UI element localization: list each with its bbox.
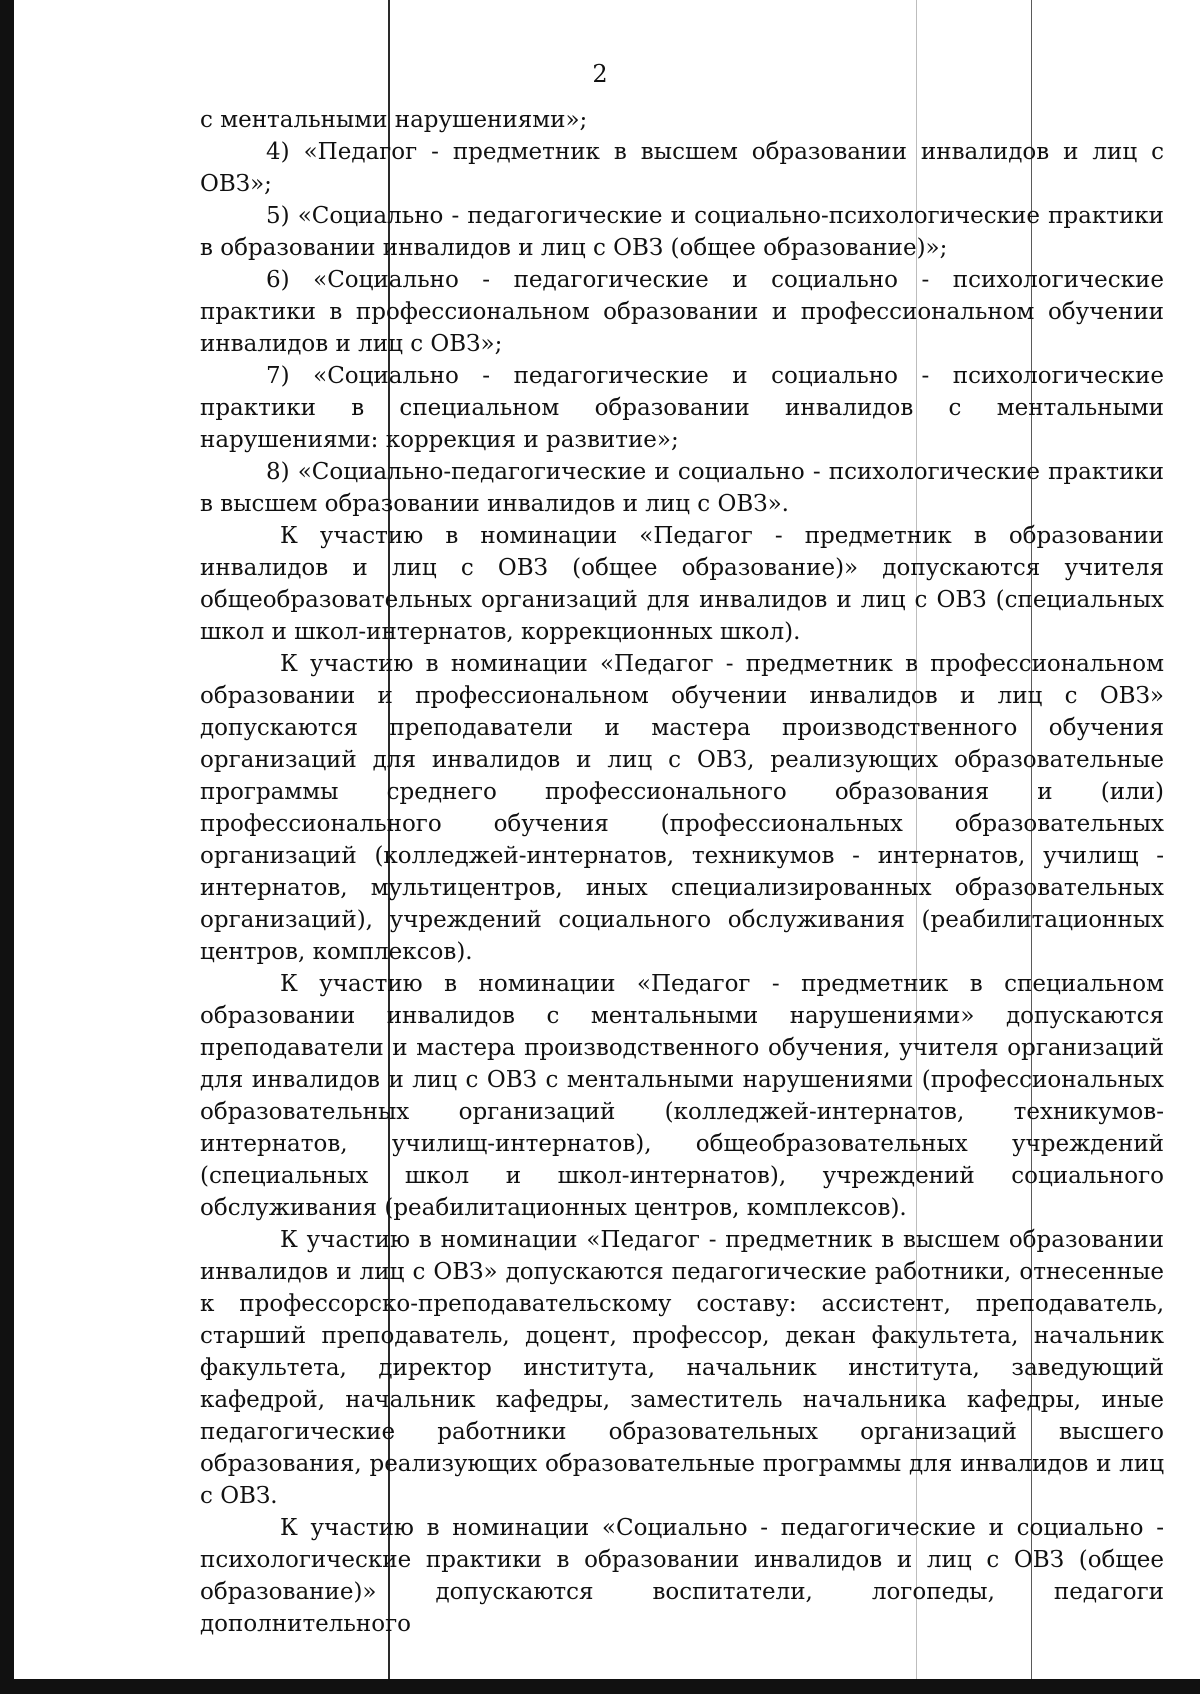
document-body [200, 104, 1164, 1640]
paragraph: К участию в номинации «Педагог - предметник в специальном образовании инвалидов с ментальными нарушениями» допускаются преподаватели и мастера производственного обучения, учителя организаций для инвалидов и лиц с ОВЗ с ментальными нарушениями (профессиональных образовательных организаций (колледжей-интернатов, техникумов-интернатов, училищ-интернатов), общеобразовательных учреждений (специальных школ и школ-интернатов), учреждений социального обслуживания (реабилитационных центров, комплексов). [200, 971, 1164, 1221]
paragraph: К участию в номинации «Педагог - предметник в высшем образовании инвалидов и лиц с ОВЗ» допускаются педагогические работники, отнесенные к профессорско-преподавательскому составу: ассистент, преподаватель, старший преподаватель, доцент, профессор, декан факультета, начальник факультета, директор института, начальник института, заведующий кафедрой, начальник кафедры, заместитель начальника кафедры, иные педагогические работники образовательных организаций высшего образования, реализующих образовательные программы для инвалидов и лиц с ОВЗ. [200, 1227, 1164, 1509]
paragraph: К участию в номинации «Социально - педагогические и социально - психологические практики в образовании инвалидов и лиц с ОВЗ (общее образование)» допускаются воспитатели, логопеды, педагоги дополнительного [200, 1515, 1164, 1637]
scan-edge-bottom [0, 1679, 1200, 1694]
page-number: 2 [592, 60, 608, 88]
scan-edge-left [0, 0, 14, 1694]
paragraph: К участию в номинации «Педагог - предметник в профессиональном образовании и профессиональном обучении инвалидов и лиц с ОВЗ» допускаются преподаватели и мастера производственного обучения организаций для инвалидов и лиц с ОВЗ, реализующих образовательные программы среднего профессионального образования и (или) профессионального обучения (профессиональных образовательных организаций (колледжей-интернатов, техникумов - интернатов, училищ - интернатов, мультицентров, иных специализированных образовательных организаций), учреждений социального обслуживания (реабилитационных центров, комплексов). [200, 651, 1164, 965]
list-item: 7) «Социально - педагогические и социально - психологические практики в специальном образовании инвалидов с ментальными нарушениями: коррекция и развитие»; [200, 363, 1164, 453]
list-item: 4) «Педагог - предметник в высшем образовании инвалидов и лиц с ОВЗ»; [200, 139, 1164, 197]
list-item: 5) «Социально - педагогические и социально-психологические практики в образовании инвалидов и лиц с ОВЗ (общее образование)»; [200, 203, 1164, 261]
list-item: 6) «Социально - педагогические и социально - психологические практики в профессиональном образовании и профессиональном обучении инвалидов и лиц с ОВЗ»; [200, 267, 1164, 357]
paragraph: с ментальными нарушениями»; [200, 107, 588, 133]
paragraph: К участию в номинации «Педагог - предметник в образовании инвалидов и лиц с ОВЗ (общее образование)» допускаются учителя общеобразовательных организаций для инвалидов и лиц с ОВЗ (специальных школ и школ-интернатов, коррекционных школ). [200, 523, 1164, 645]
list-item: 8) «Социально-педагогические и социально - психологические практики в высшем образовании инвалидов и лиц с ОВЗ». [200, 459, 1164, 517]
